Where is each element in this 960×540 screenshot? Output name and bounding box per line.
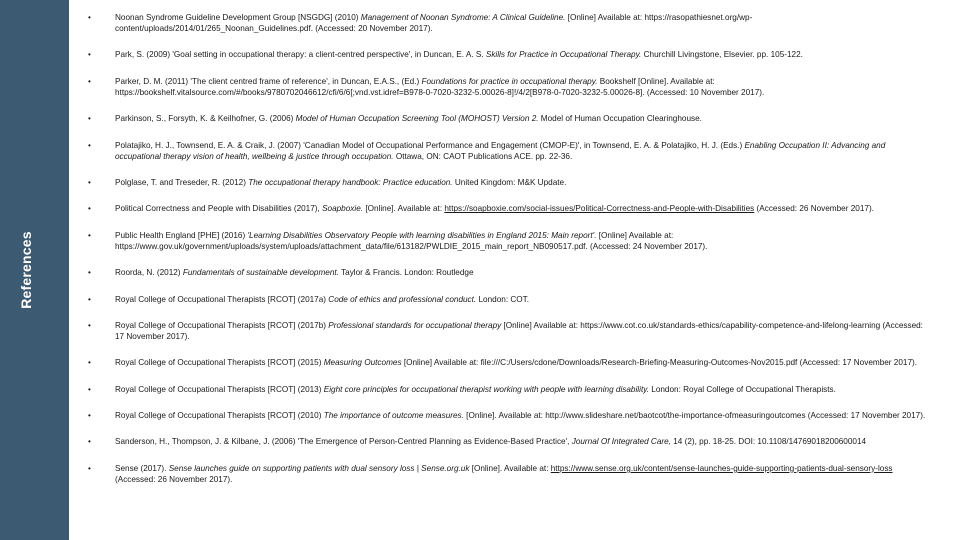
reference-text: Public Health England [PHE] (2016) xyxy=(115,230,248,240)
reference-item xyxy=(88,267,928,278)
reference-text: Parker, D. M. (2011) 'The client centred frame of reference', in Duncan, E.A.S., (Ed.) xyxy=(115,76,422,86)
reference-text: Model of Human Occupation Clearinghouse. xyxy=(538,114,702,124)
reference-link[interactable]: https://soapboxie.com/social-issues/Political-Correctness-and-People-with-Disabilities xyxy=(444,204,755,214)
reference-title: Journal Of Integrated Care, xyxy=(571,437,671,447)
reference-text: Noonan Syndrome Guideline Development Group [NSGDG] (2010) xyxy=(115,13,361,22)
bullet-icon: • xyxy=(88,177,91,187)
reference-title: Skills for Practice in Occupational Therapy. xyxy=(485,50,642,60)
bullet-icon: • xyxy=(88,384,91,394)
reference-text: (Accessed: 26 November 2017). xyxy=(115,474,233,484)
reference-text: [Online]. Available at: xyxy=(469,463,551,473)
reference-item xyxy=(88,320,928,342)
reference-link[interactable]: https://www.sense.org.uk/content/sense-launches-guide-supporting-patients-dual-sensory-loss xyxy=(550,463,893,473)
reference-title: Measuring Outcomes xyxy=(323,358,402,368)
reference-item xyxy=(88,463,928,485)
reference-text: Churchill Livingstone, Elsevier. pp. 105-122. xyxy=(641,50,803,60)
bullet-icon: • xyxy=(88,50,91,60)
reference-text: Bookshelf [Online]. Available at: https://bookshelf.vitalsource.com/#/books/9780702046612/cfi/6/6[;vnd.vst.idref=B978-0-7020-3232-5.00026-8]!/4/2[B978-0-7020-3232-5.00026-8]. (Accessed: 10 November 2017). xyxy=(115,76,765,97)
reference-item xyxy=(88,177,928,188)
reference-item xyxy=(88,436,928,447)
reference-text: United Kingdom: M&K Update. xyxy=(452,177,567,187)
reference-text: Park, S. (2009) 'Goal setting in occupational therapy: a client-centred perspective', in Duncan, E. A. S. xyxy=(115,50,486,60)
sidebar xyxy=(0,0,69,540)
sidebar-title: References xyxy=(18,231,34,309)
reference-item xyxy=(88,49,928,60)
reference-item xyxy=(88,203,928,214)
reference-title: Professional standards for occupational therapy xyxy=(328,320,502,330)
bullet-icon: • xyxy=(88,358,91,368)
reference-text: Ottawa, ON: CAOT Publications ACE. pp. 22-36. xyxy=(393,151,573,161)
bullet-icon: • xyxy=(88,114,91,124)
reference-item xyxy=(88,12,928,34)
bullet-icon: • xyxy=(88,320,91,330)
reference-text: Parkinson, S., Forsyth, K. & Keilhofner, G. (2006) xyxy=(115,114,296,124)
reference-text: [Online] Available at: https://www.gov.uk/government/uploads/system/uploads/attachment_data/file/613182/PWLDIE_2015_main_report_NB090517.pdf. (Accessed: 24 November 2017). xyxy=(115,230,708,251)
bullet-icon: • xyxy=(88,204,91,214)
reference-text: [Online] Available at: file:///C:/Users/cdone/Downloads/Research-Briefing-Measuring-Outcomes-Nov2015.pdf (Accessed: 17 November 2017). xyxy=(401,358,918,368)
bullet-icon: • xyxy=(88,437,91,447)
reference-title: Soapboxie. xyxy=(322,204,364,214)
reference-title: Sense launches guide on supporting patients with dual sensory loss | Sense.org.uk xyxy=(168,463,470,473)
reference-item xyxy=(88,294,928,305)
reference-item xyxy=(88,410,928,421)
reference-list xyxy=(88,12,928,500)
reference-text: Royal College of Occupational Therapists [RCOT] (2017a) xyxy=(115,294,329,304)
bullet-icon: • xyxy=(88,13,91,22)
reference-text: Sense (2017). xyxy=(115,463,169,473)
reference-text: Roorda, N. (2012) xyxy=(115,268,183,278)
reference-title: Foundations for practice in occupational therapy. xyxy=(421,76,598,86)
reference-text: Royal College of Occupational Therapists [RCOT] (2013) xyxy=(115,384,324,394)
reference-text: London: Royal College of Occupational Therapists. xyxy=(648,384,836,394)
reference-text: [Online] Available at: https://www.cot.co.uk/standards-ethics/capability-competence-and-lifelong-learning (Accessed: 17 November 2017). xyxy=(115,320,923,341)
reference-title: Code of ethics and professional conduct. xyxy=(328,294,477,304)
reference-item xyxy=(88,384,928,395)
reference-text: Royal College of Occupational Therapists [RCOT] (2017b) xyxy=(115,320,329,330)
reference-text: Taylor & Francis. London: Routledge xyxy=(338,268,474,278)
bullet-icon: • xyxy=(88,268,91,278)
reference-title: Enabling Occupation II: Advancing and occupational therapy vision of health, wellbeing & justice through occupation. xyxy=(115,140,886,161)
reference-text: 14 (2), pp. 18-25. DOI: 10.1108/14769018200600014 xyxy=(670,437,867,447)
reference-text: [Online] Available at: https://rasopathiesnet.org/wp-content/uploads/2014/01/265_Noonan_Guidelines.pdf. (Accessed: 20 November 2017). xyxy=(115,13,753,33)
reference-title: 'Learning Disabilities Observatory People with learning disabilities in England 2015: Main report'. xyxy=(247,230,597,240)
reference-text: Sanderson, H., Thompson, J. & Kilbane, J. (2006) 'The Emergence of Person-Centred Planning as Evidence-Based Practice', xyxy=(115,437,572,447)
reference-item xyxy=(88,140,928,162)
reference-title: Fundamentals of sustainable development. xyxy=(182,268,339,278)
reference-text: Polatajiko, H. J., Townsend, E. A. & Craik, J. (2007) 'Canadian Model of Occupational Performance and Engagement (CMOP-E)', in Townsend, E. A. & Polatajiko, H. J. (Eds.) xyxy=(115,140,745,150)
bullet-icon: • xyxy=(88,463,91,473)
reference-text: (Accessed: 26 November 2017). xyxy=(754,204,874,214)
reference-text: Royal College of Occupational Therapists [RCOT] (2015) xyxy=(115,358,324,368)
reference-text: [Online]. Available at: xyxy=(363,204,445,214)
bullet-icon: • xyxy=(88,294,91,304)
reference-title: The occupational therapy handbook: Practice education. xyxy=(248,177,453,187)
reference-item xyxy=(88,76,928,98)
reference-title: Model of Human Occupation Screening Tool (MOHOST) Version 2. xyxy=(295,114,539,124)
reference-text: Polglase, T. and Treseder, R. (2012) xyxy=(115,177,249,187)
bullet-icon: • xyxy=(88,76,91,86)
reference-title: Eight core principles for occupational therapist working with people with learning disability. xyxy=(323,384,649,394)
bullet-icon: • xyxy=(88,411,91,421)
reference-text: [Online]. Available at: http://www.slideshare.net/baotcot/the-importance-ofmeasuringoutcomes (Accessed: 17 November 2017). xyxy=(463,411,926,421)
reference-item xyxy=(88,230,928,252)
bullet-icon: • xyxy=(88,230,91,240)
reference-item xyxy=(88,357,928,368)
reference-title: Management of Noonan Syndrome: A Clinical Guideline. xyxy=(360,13,566,22)
reference-text: Royal College of Occupational Therapists [RCOT] (2010) xyxy=(115,411,324,421)
reference-title: The importance of outcome measures. xyxy=(323,411,464,421)
reference-text: London: COT. xyxy=(476,294,530,304)
reference-item xyxy=(88,113,928,124)
bullet-icon: • xyxy=(88,140,91,150)
reference-text: Political Correctness and People with Disabilities (2017), xyxy=(115,204,323,214)
